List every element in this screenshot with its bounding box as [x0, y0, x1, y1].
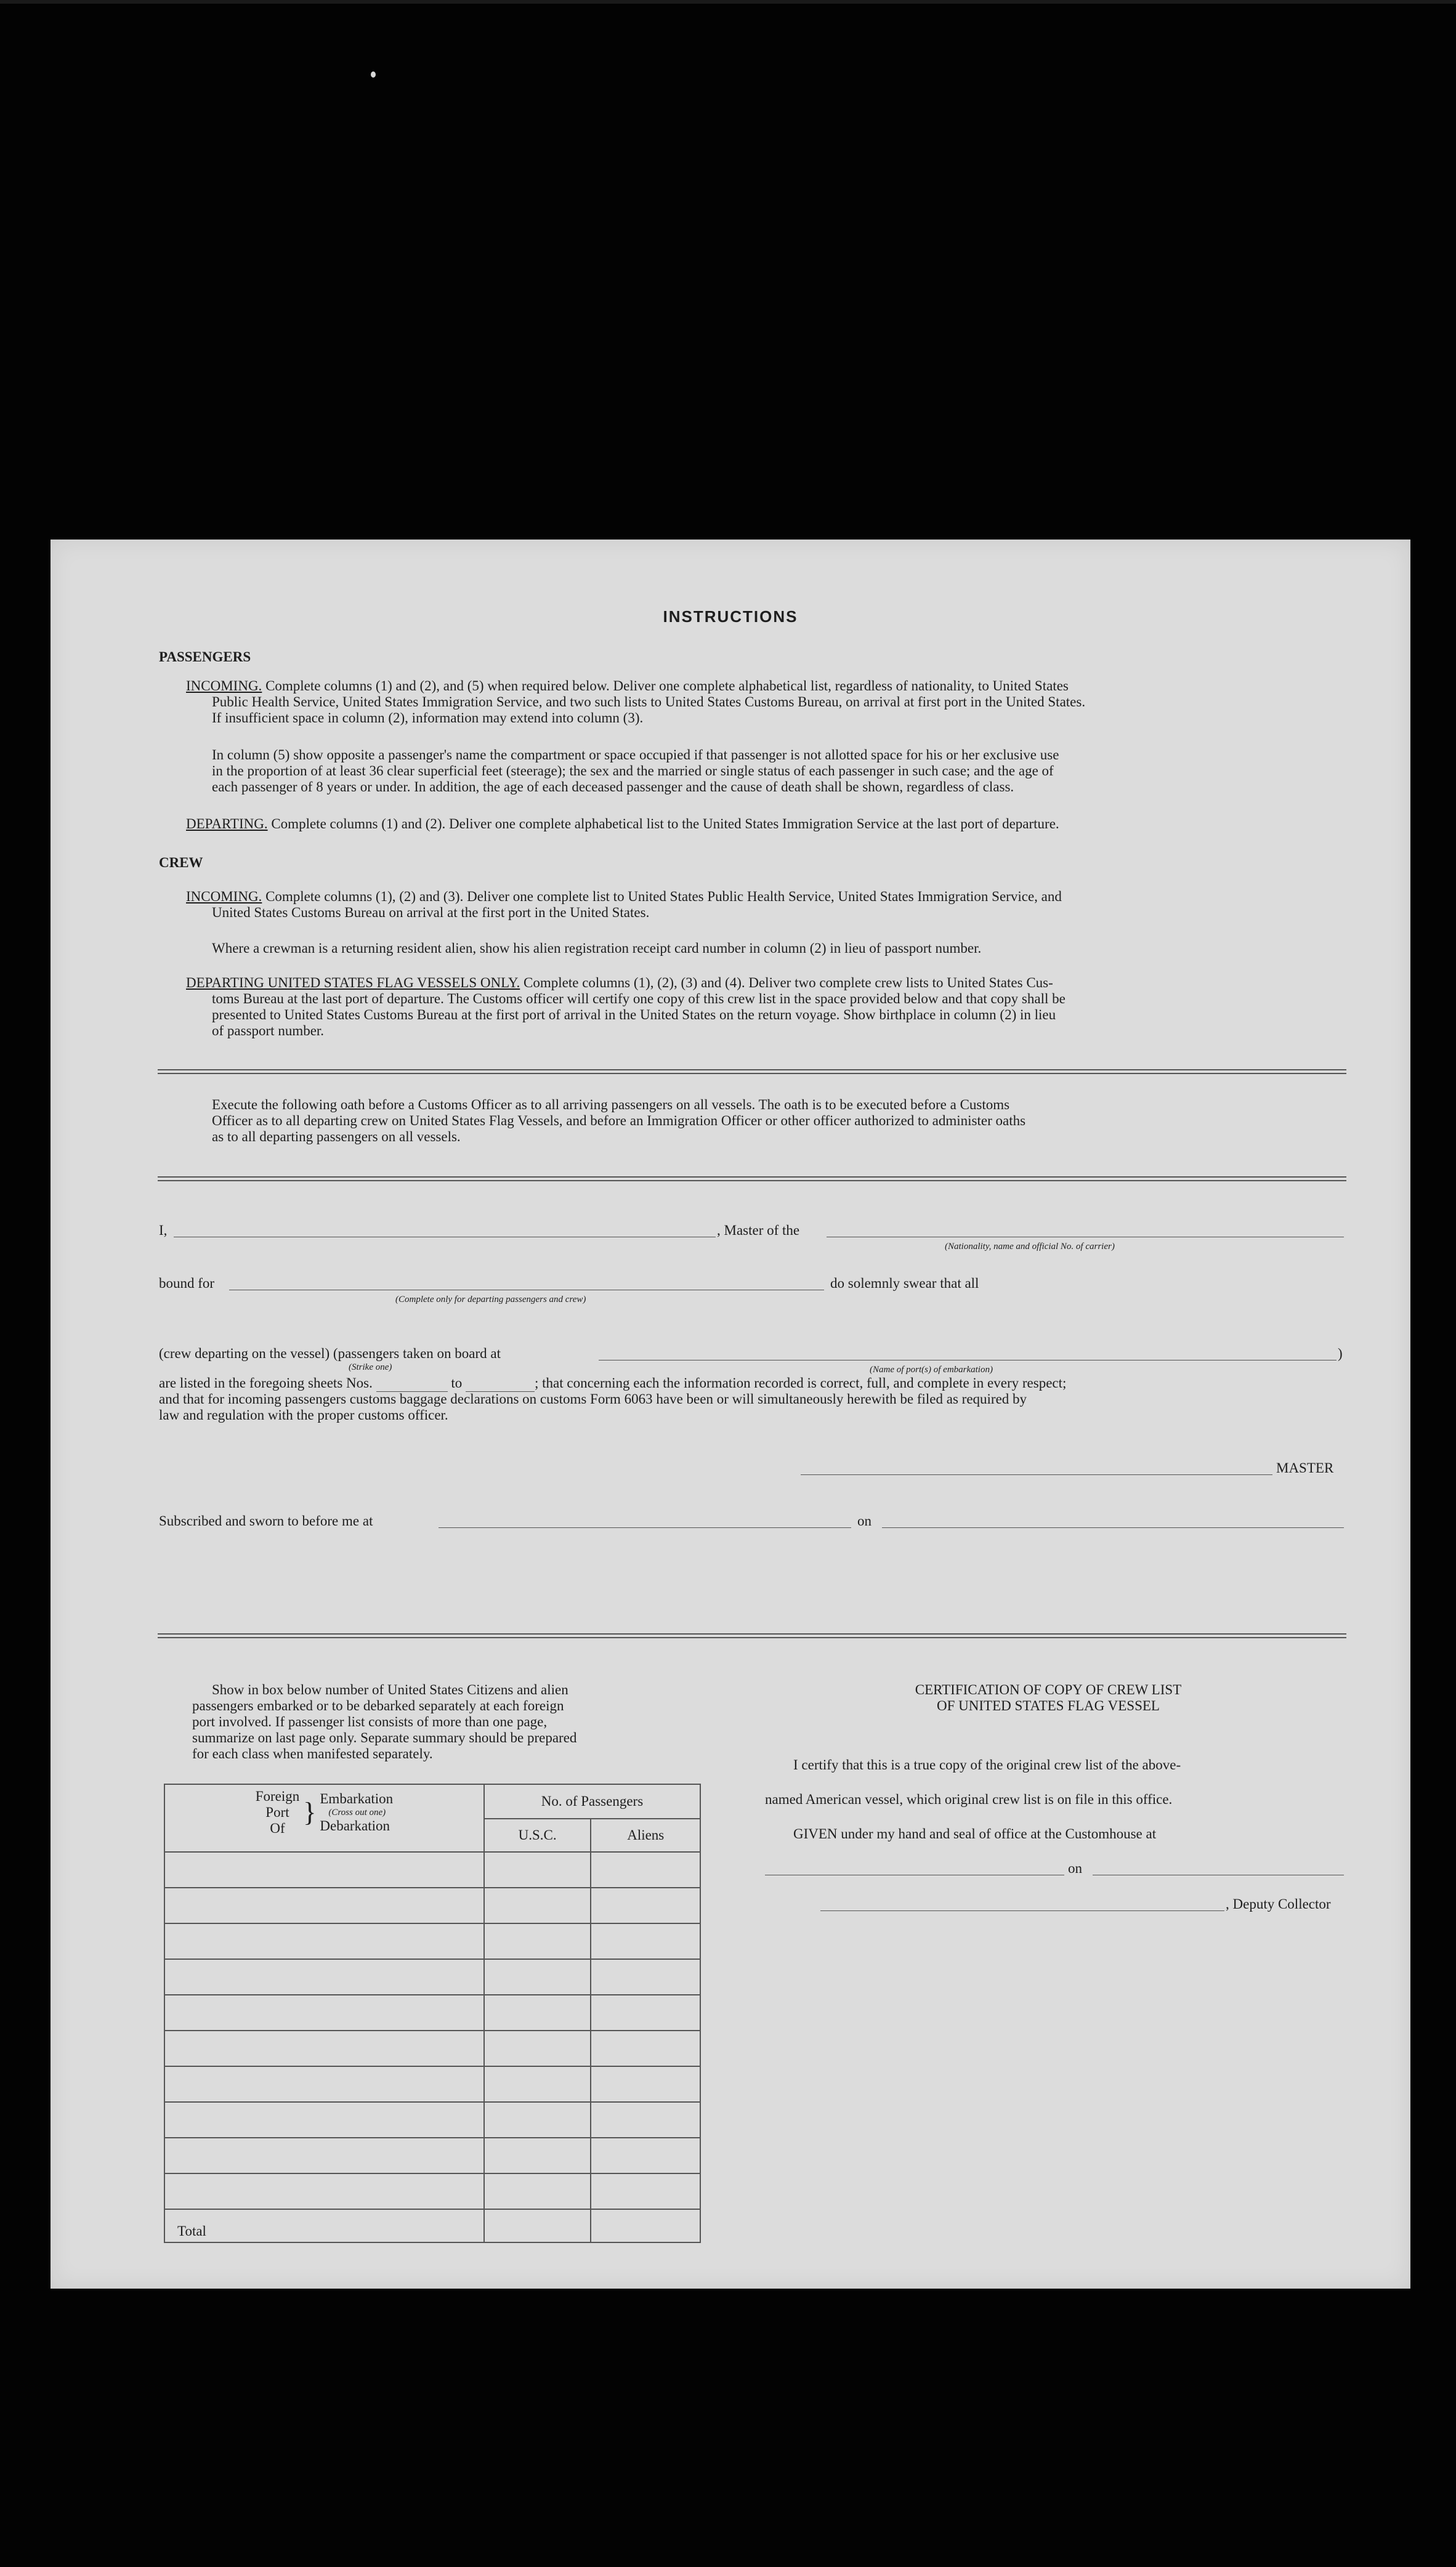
total-usc-cell[interactable] — [484, 2209, 591, 2242]
crew-departing-label: DEPARTING UNITED STATES FLAG VESSELS ONLY. — [186, 975, 520, 990]
oath-sheets-line — [159, 1375, 1066, 1392]
passengers-incoming-label: INCOMING. — [186, 678, 262, 693]
section-divider — [158, 1633, 1346, 1638]
page-title: INSTRUCTIONS — [663, 607, 798, 626]
cert-given: GIVEN under my hand and seal of office at the Customhouse at — [793, 1826, 1157, 1841]
port-cell[interactable] — [164, 1852, 484, 1888]
oath-i-label: I, — [159, 1223, 168, 1238]
port-cell[interactable] — [164, 2138, 484, 2173]
summary-instr-line4: summarize on last page only. Separate summary should be prepared — [192, 1730, 577, 1745]
usc-cell[interactable] — [484, 2066, 591, 2102]
sworn-place-line[interactable] — [439, 1527, 851, 1528]
sheet-to-field[interactable] — [466, 1375, 535, 1392]
usc-cell[interactable] — [484, 1888, 591, 1923]
oath-sheets-a: are listed in the foregoing sheets Nos. — [159, 1375, 373, 1391]
usc-cell[interactable] — [484, 1959, 591, 1995]
passengers-departing-label: DEPARTING. — [186, 816, 268, 831]
usc-cell[interactable] — [484, 1852, 591, 1888]
aliens-cell[interactable] — [591, 1923, 700, 1959]
summary-instr-line1: Show in box below number of United States Citizens and alien — [212, 1682, 568, 1697]
total-label: Total — [164, 2209, 484, 2242]
oath-master-of: , Master of the — [717, 1223, 800, 1238]
port-cell[interactable] — [164, 1995, 484, 2031]
total-aliens-cell[interactable] — [591, 2209, 700, 2242]
embarkation-label[interactable]: Embarkation — [320, 1791, 394, 1806]
brace-glyph: } — [303, 1797, 317, 1827]
aliens-header: Aliens — [591, 1819, 700, 1852]
cert-line1: I certify that this is a true copy of the original crew list of the above- — [793, 1757, 1181, 1773]
passengers-heading: PASSENGERS — [159, 649, 251, 665]
film-speck — [371, 71, 376, 78]
oath-subscribed: Subscribed and sworn to before me at — [159, 1513, 373, 1529]
crew-incoming-line2: United States Customs Bureau on arrival at the first port in the United States. — [212, 905, 650, 920]
port-cell[interactable] — [164, 1959, 484, 1995]
port-header-cell — [164, 1784, 484, 1852]
no-passengers-header: No. of Passengers — [484, 1784, 700, 1819]
passenger-summary-table — [164, 1784, 701, 2243]
aliens-cell[interactable] — [591, 1959, 700, 1995]
port-cell[interactable] — [164, 1923, 484, 1959]
aliens-cell[interactable] — [591, 1852, 700, 1888]
strike-one-note: (Strike one) — [349, 1362, 392, 1372]
passengers-incoming-line3: If insufficient space in column (2), information may extend into column (3). — [212, 710, 644, 726]
oath-sheets-to: to — [451, 1375, 463, 1391]
section-divider — [158, 1069, 1346, 1074]
usc-cell[interactable] — [484, 1923, 591, 1959]
passengers-incoming-line2: Public Health Service, United States Immigration Service, and two such lists to United States Customs Bureau, on arrival at first port in the United States. — [212, 694, 1086, 709]
usc-cell[interactable] — [484, 1995, 591, 2031]
table-row — [164, 1923, 700, 1959]
table-row — [164, 1959, 700, 1995]
crew-incoming-line1: Complete columns (1), (2) and (3). Deliver one complete list to United States Public Health Service, United States Immigration Service, and — [265, 889, 1062, 904]
table-row — [164, 2066, 700, 2102]
aliens-cell[interactable] — [591, 1888, 700, 1923]
table-row — [164, 2138, 700, 2173]
passengers-col5-line3: each passenger of 8 years or under. In addition, the age of each deceased passenger and the cause of death shall be shown, regardless of class. — [212, 779, 1014, 794]
section-divider — [158, 1176, 1346, 1181]
table-row — [164, 1852, 700, 1888]
film-edge — [0, 0, 1456, 4]
aliens-cell[interactable] — [591, 2138, 700, 2173]
port-cell[interactable] — [164, 2102, 484, 2138]
oath-swear: do solemnly swear that all — [830, 1275, 979, 1291]
crew-departing-line2: toms Bureau at the last port of departure. The Customs officer will certify one copy of this crew list in the space provided below and that copy shall be — [212, 991, 1066, 1006]
ports-note: (Name of port(s) of embarkation) — [870, 1365, 993, 1375]
usc-cell[interactable] — [484, 2102, 591, 2138]
crew-departing — [186, 974, 1053, 991]
crew-departing-line3: presented to United States Customs Bureau at the first port of arrival in the United States on the return voyage. Show birthplace in column (2) in lieu — [212, 1007, 1056, 1022]
oath-bound-for: bound for — [159, 1275, 215, 1291]
crew-incoming — [186, 888, 1062, 905]
deputy-signature-line[interactable] — [820, 1910, 1224, 1911]
aliens-cell[interactable] — [591, 1995, 700, 2031]
cross-out-note: (Cross out one) — [328, 1808, 386, 1817]
total-row — [164, 2209, 700, 2242]
table-row — [164, 1888, 700, 1923]
aliens-cell[interactable] — [591, 2066, 700, 2102]
crew-departing-line4: of passport number. — [212, 1023, 325, 1038]
cert-deputy: , Deputy Collector — [1226, 1896, 1331, 1912]
summary-instr-line2: passengers embarked or to be debarked separately at each foreign — [192, 1698, 564, 1713]
sworn-date-line[interactable] — [882, 1527, 1344, 1528]
usc-cell[interactable] — [484, 2031, 591, 2066]
summary-instr-line5: for each class when manifested separately. — [192, 1746, 433, 1761]
oath-master: MASTER — [1276, 1460, 1334, 1476]
crew-heading: CREW — [159, 855, 203, 870]
oath-crew-departing: (crew departing on the vessel) (passengers taken on board at — [159, 1346, 501, 1361]
oath-line3: law and regulation with the proper customs officer. — [159, 1407, 448, 1423]
port-cell[interactable] — [164, 1888, 484, 1923]
passengers-incoming-line1: Complete columns (1) and (2), and (5) when required below. Deliver one complete alphabetical list, regardless of nationality, to United States — [265, 678, 1069, 693]
document-page — [51, 540, 1410, 2289]
cert-title-line2: OF UNITED STATES FLAG VESSEL — [937, 1698, 1160, 1713]
table-row — [164, 2031, 700, 2066]
port-cell[interactable] — [164, 2173, 484, 2209]
usc-cell[interactable] — [484, 2173, 591, 2209]
foreign-label: Foreign — [255, 1789, 300, 1804]
port-cell[interactable] — [164, 2031, 484, 2066]
cert-on: on — [1068, 1861, 1082, 1876]
passengers-incoming — [186, 677, 1069, 694]
usc-header: U.S.C. — [484, 1819, 591, 1852]
cert-line2: named American vessel, which original crew list is on file in this office. — [765, 1792, 1173, 1807]
passengers-departing — [186, 815, 1059, 832]
bound-note: (Complete only for departing passengers and crew) — [395, 1295, 586, 1304]
oath-sheets-b: ; that concerning each the information recorded is correct, full, and complete in every respect; — [534, 1375, 1067, 1391]
aliens-cell[interactable] — [591, 2102, 700, 2138]
port-cell[interactable] — [164, 2066, 484, 2102]
table-row — [164, 2173, 700, 2209]
aliens-cell[interactable] — [591, 2031, 700, 2066]
passengers-departing-text: Complete columns (1) and (2). Deliver one complete alphabetical list to the United States Immigration Service at the last port of departure. — [271, 816, 1059, 831]
debarkation-label[interactable]: Debarkation — [320, 1818, 390, 1833]
oath-close-paren: ) — [1338, 1346, 1343, 1361]
crew-incoming-label: INCOMING. — [186, 889, 262, 904]
cert-title-line1: CERTIFICATION OF COPY OF CREW LIST — [915, 1682, 1182, 1697]
of-label: Of — [270, 1821, 285, 1836]
passengers-col5-line2: in the proportion of at least 36 clear superficial feet (steerage); the sex and the married or single status of each passenger in such case; and the age of — [212, 763, 1054, 778]
master-signature-line[interactable] — [801, 1474, 1272, 1475]
passengers-col5-line1: In column (5) show opposite a passenger's name the compartment or space occupied if that passenger is not allotted space for his or her exclusive use — [212, 747, 1059, 762]
summary-instr-line3: port involved. If passenger list consists of more than one page, — [192, 1714, 548, 1729]
carrier-note: (Nationality, name and official No. of carrier) — [945, 1242, 1115, 1251]
oath-instr-line1: Execute the following oath before a Customs Officer as to all arriving passengers on all vessels. The oath is to be executed before a Customs — [212, 1097, 1010, 1112]
crew-departing-line1: Complete columns (1), (2), (3) and (4). Deliver two complete crew lists to United States Cus- — [524, 975, 1053, 990]
oath-instr-line2: Officer as to all departing crew on United States Flag Vessels, and before an Immigration Officer or other officer authorized to administer oaths — [212, 1113, 1026, 1128]
oath-line2: and that for incoming passengers customs baggage declarations on customs Form 6063 have been or will simultaneously herewith be filed as required by — [159, 1391, 1027, 1407]
sheet-from-field[interactable] — [376, 1375, 448, 1392]
crew-resident-text: Where a crewman is a returning resident alien, show his alien registration receipt card number in column (2) in lieu of passport number. — [212, 940, 982, 956]
table-row — [164, 2102, 700, 2138]
aliens-cell[interactable] — [591, 2173, 700, 2209]
table-row — [164, 1995, 700, 2031]
usc-cell[interactable] — [484, 2138, 591, 2173]
oath-on: on — [857, 1513, 872, 1529]
oath-instr-line3: as to all departing passengers on all vessels. — [212, 1129, 461, 1144]
port-label: Port — [265, 1805, 289, 1820]
